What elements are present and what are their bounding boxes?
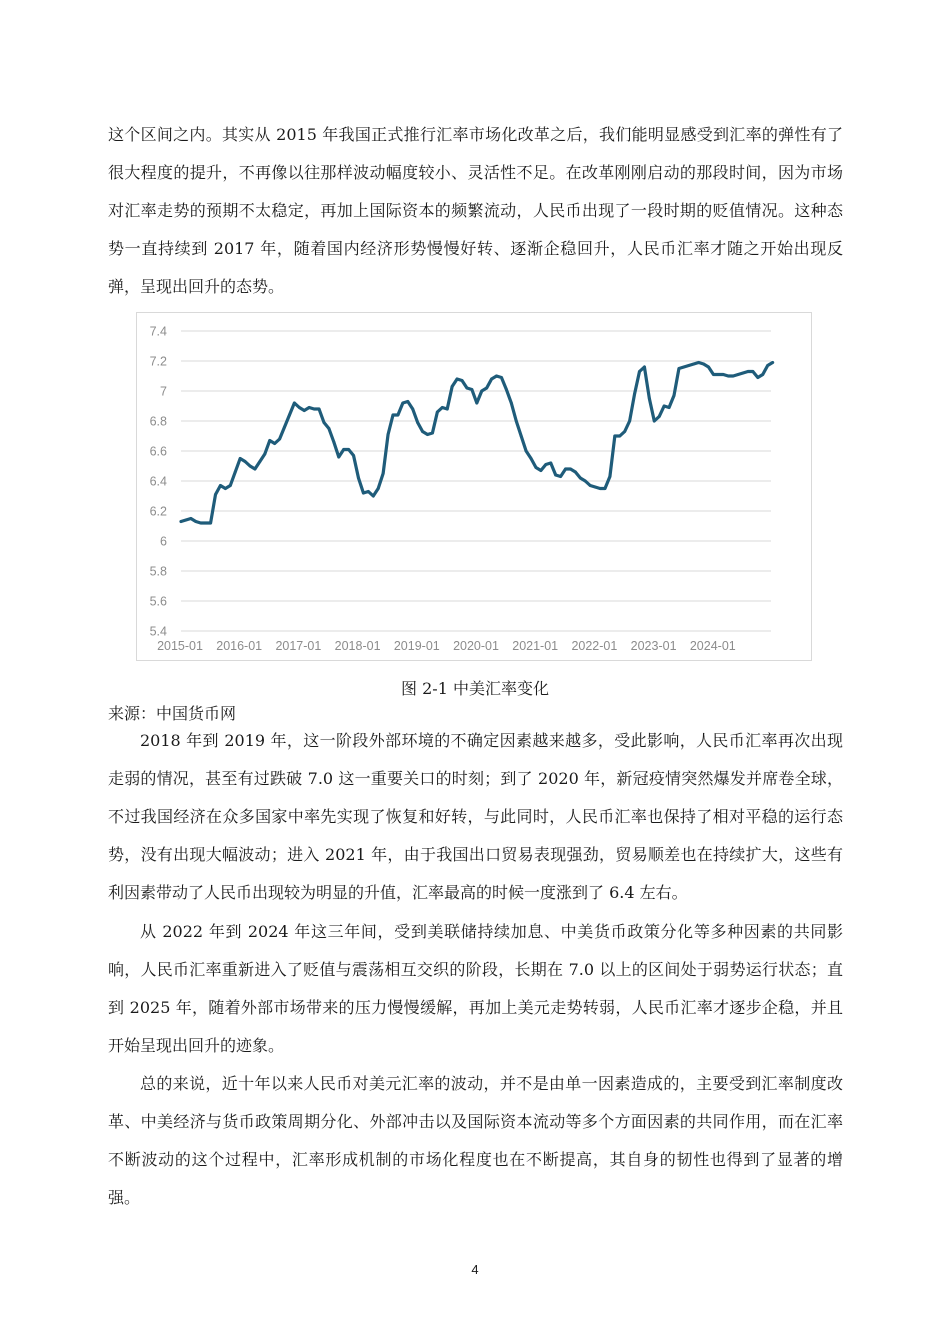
data-point bbox=[278, 438, 281, 441]
data-point bbox=[756, 376, 759, 379]
exchange-rate-series-line bbox=[181, 363, 773, 524]
data-point bbox=[707, 366, 710, 369]
data-point bbox=[761, 373, 764, 376]
data-point bbox=[347, 448, 350, 451]
data-point bbox=[653, 420, 656, 423]
chart-canvas bbox=[137, 313, 813, 662]
y-tick-label: 6.8 bbox=[149, 414, 167, 429]
data-point bbox=[554, 474, 557, 477]
data-point bbox=[559, 475, 562, 478]
exchange-rate-chart bbox=[136, 312, 812, 661]
data-point bbox=[436, 411, 439, 414]
y-tick-label: 6.2 bbox=[149, 504, 167, 519]
data-point bbox=[692, 363, 695, 366]
data-point bbox=[623, 430, 626, 433]
y-tick-label: 5.4 bbox=[149, 624, 167, 639]
data-point bbox=[717, 373, 720, 376]
data-point bbox=[535, 466, 538, 469]
data-point bbox=[727, 375, 730, 378]
chart-gridlines bbox=[181, 331, 771, 631]
data-point bbox=[194, 520, 197, 523]
x-tick-label: 2016-01 bbox=[216, 639, 263, 653]
data-point bbox=[525, 450, 528, 453]
data-point bbox=[411, 408, 414, 411]
data-point bbox=[574, 471, 577, 474]
data-point bbox=[214, 493, 217, 496]
data-point bbox=[466, 387, 469, 390]
data-point bbox=[406, 400, 409, 403]
data-point bbox=[426, 433, 429, 436]
data-point bbox=[461, 379, 464, 382]
data-point bbox=[234, 471, 237, 474]
data-point bbox=[747, 370, 750, 373]
x-tick-label: 2024-01 bbox=[689, 639, 736, 653]
y-tick-label: 6.6 bbox=[149, 444, 167, 459]
data-point bbox=[431, 432, 434, 435]
data-point bbox=[209, 522, 212, 525]
data-point bbox=[239, 457, 242, 460]
data-point bbox=[475, 402, 478, 405]
paragraph-2: 2018 年到 2019 年，这一阶段外部环境的不确定因素越来越多，受此影响，人民币汇率再次出现走弱的情况，甚至有过跌破 7.0 这一重要关口的时刻；到了 2020 年，新冠疫情突然爆发并席卷全球，不过我国经济在众多国家中率先实现了恢复和好转，与此同时，人民币汇率也保持了相对平稳的运行态势，没有出现大幅波动；进入 2021 年，由于我国出口贸易表现强劲，贸易顺差也在持续扩大，这些有利因素带动了人民币出现较为明显的升值，汇率最高的时候一度涨到了 6.4 左右。 bbox=[108, 731, 843, 902]
x-axis-ticks bbox=[157, 639, 736, 653]
data-point bbox=[766, 364, 769, 367]
data-point bbox=[505, 388, 508, 391]
data-point bbox=[495, 375, 498, 378]
data-point bbox=[470, 388, 473, 391]
data-point bbox=[451, 385, 454, 388]
data-point bbox=[303, 409, 306, 412]
data-point bbox=[678, 367, 681, 370]
data-point bbox=[687, 364, 690, 367]
data-point bbox=[771, 361, 774, 364]
data-point bbox=[712, 373, 715, 376]
data-point bbox=[520, 435, 523, 438]
data-point bbox=[249, 465, 252, 468]
data-point bbox=[357, 477, 360, 480]
data-point bbox=[288, 414, 291, 417]
data-point bbox=[643, 366, 646, 369]
data-point bbox=[258, 460, 261, 463]
data-point bbox=[293, 402, 296, 405]
data-point bbox=[682, 366, 685, 369]
data-point bbox=[751, 370, 754, 373]
data-point bbox=[328, 427, 331, 430]
data-point bbox=[485, 387, 488, 390]
y-tick-label: 7.4 bbox=[149, 324, 167, 339]
data-point bbox=[352, 454, 355, 457]
data-point bbox=[589, 484, 592, 487]
y-tick-label: 5.8 bbox=[149, 564, 167, 579]
data-point bbox=[490, 378, 493, 381]
x-tick-label: 2022-01 bbox=[571, 639, 618, 653]
data-point bbox=[732, 375, 735, 378]
data-point bbox=[392, 414, 395, 417]
data-point bbox=[549, 462, 552, 465]
data-point bbox=[633, 393, 636, 396]
data-point bbox=[268, 439, 271, 442]
data-point bbox=[584, 480, 587, 483]
data-point bbox=[673, 394, 676, 397]
data-point bbox=[337, 456, 340, 459]
figure-caption: 图 2-1 中美汇率变化 bbox=[401, 679, 549, 698]
paragraph-4: 总的来说，近十年以来人民币对美元汇率的波动，并不是由单一因素造成的，主要受到汇率制度改革、中美经济与货币政策周期分化、外部冲击以及国际资本流动等多个方面因素的共同作用，而在汇率不断波动的这个过程中，汇率形成机制的市场化程度也在不断提高，其自身的韧性也得到了显著的增强。 bbox=[108, 1074, 843, 1207]
data-point bbox=[441, 406, 444, 409]
data-point bbox=[362, 492, 365, 495]
x-tick-label: 2020-01 bbox=[453, 639, 499, 653]
data-point bbox=[387, 433, 390, 436]
data-point bbox=[224, 487, 227, 490]
data-point bbox=[416, 421, 419, 424]
x-tick-label: 2015-01 bbox=[157, 639, 203, 653]
data-point bbox=[564, 468, 567, 471]
data-point bbox=[283, 426, 286, 429]
data-point bbox=[539, 469, 542, 472]
data-point bbox=[480, 390, 483, 393]
data-point bbox=[697, 361, 700, 364]
data-point bbox=[323, 421, 326, 424]
y-tick-label: 6 bbox=[160, 534, 167, 549]
data-point bbox=[663, 405, 666, 408]
data-point bbox=[229, 484, 232, 487]
data-point bbox=[421, 430, 424, 433]
y-tick-label: 6.4 bbox=[149, 474, 167, 489]
page-number: 4 bbox=[471, 1262, 479, 1277]
data-point bbox=[618, 435, 621, 438]
figure-source: 来源：中国货币网 bbox=[108, 704, 237, 723]
data-point bbox=[737, 373, 740, 376]
data-point bbox=[367, 490, 370, 493]
paragraph-3: 从 2022 年到 2024 年这三年间，受到美联储持续加息、中美货币政策分化等多种因素的共同影响，人民币汇率重新进入了贬值与震荡相互交织的阶段，长期在 7.0 以上的区间处于弱势运行状态；直到 2025 年，随着外部市场带来的压力慢慢缓解，再加上美元走势转弱，人民币汇率才逐步企稳，并且开始呈现出回升的迹象。 bbox=[108, 922, 843, 1055]
data-point bbox=[456, 378, 459, 381]
y-axis-ticks bbox=[150, 325, 167, 639]
data-point bbox=[377, 487, 380, 490]
data-point bbox=[204, 522, 207, 525]
data-point bbox=[544, 463, 547, 466]
data-point bbox=[189, 517, 192, 520]
data-point bbox=[446, 408, 449, 411]
y-tick-label: 7.2 bbox=[149, 354, 167, 369]
data-point bbox=[254, 468, 257, 471]
x-tick-label: 2021-01 bbox=[512, 639, 559, 653]
data-point bbox=[702, 363, 705, 366]
data-point bbox=[342, 448, 345, 451]
data-point bbox=[500, 376, 503, 379]
data-point bbox=[742, 372, 745, 375]
data-point bbox=[298, 406, 301, 409]
data-point bbox=[332, 441, 335, 444]
data-point bbox=[308, 406, 311, 409]
data-point bbox=[628, 420, 631, 423]
data-point bbox=[263, 453, 266, 456]
data-point bbox=[569, 468, 572, 471]
data-point bbox=[397, 414, 400, 417]
data-point bbox=[613, 435, 616, 438]
data-point bbox=[318, 408, 321, 411]
data-point bbox=[604, 487, 607, 490]
x-tick-label: 2018-01 bbox=[334, 639, 381, 653]
data-point bbox=[722, 373, 725, 376]
data-point bbox=[199, 522, 202, 525]
y-tick-label: 7 bbox=[160, 384, 167, 399]
data-point bbox=[219, 484, 222, 487]
y-tick-label: 5.6 bbox=[149, 594, 167, 609]
data-point bbox=[668, 406, 671, 409]
data-point bbox=[401, 402, 404, 405]
data-point bbox=[530, 457, 533, 460]
data-point bbox=[638, 370, 641, 373]
x-tick-label: 2019-01 bbox=[393, 639, 440, 653]
data-point bbox=[244, 460, 247, 463]
data-point bbox=[372, 495, 375, 498]
data-point bbox=[185, 519, 188, 522]
data-point bbox=[599, 487, 602, 490]
data-point bbox=[313, 408, 316, 411]
data-point bbox=[648, 397, 651, 400]
data-point bbox=[180, 520, 183, 523]
data-point bbox=[515, 420, 518, 423]
data-point bbox=[658, 415, 661, 418]
data-point bbox=[510, 402, 513, 405]
x-tick-label: 2023-01 bbox=[630, 639, 677, 653]
x-tick-label: 2017-01 bbox=[275, 639, 322, 653]
data-point bbox=[382, 472, 385, 475]
data-point bbox=[594, 486, 597, 489]
data-point bbox=[609, 475, 612, 478]
paragraph-1: 这个区间之内。其实从 2015 年我国正式推行汇率市场化改革之后，我们能明显感受到汇率的弹性有了很大程度的提升，不再像以往那样波动幅度较小、灵活性不足。在改革刚刚启动的那段时间，因为市场对汇率走势的预期不太稳定，再加上国际资本的频繁流动，人民币出现了一段时期的贬值情况。这种态势一直持续到 2017 年，随着国内经济形势慢慢好转、逐渐企稳回升，人民币汇率才随之开始出现反弹，呈现出回升的态势。 bbox=[108, 125, 843, 296]
data-point bbox=[579, 477, 582, 480]
data-point bbox=[273, 442, 276, 445]
